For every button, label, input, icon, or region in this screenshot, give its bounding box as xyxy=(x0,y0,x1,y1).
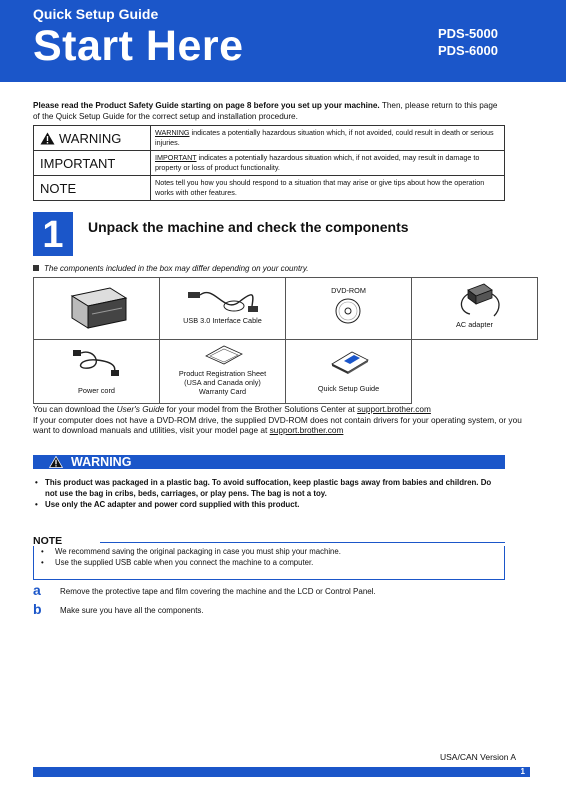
intro-paragraph xyxy=(33,100,505,122)
dvd-caption: DVD-ROM xyxy=(331,286,366,295)
step-b-letter: b xyxy=(33,601,42,617)
components-note: The components included in the box may differ depending on your country. xyxy=(33,264,308,273)
notice-row-warning xyxy=(34,126,505,151)
note-item: • We recommend saving the original packaging in case you must ship your machine. xyxy=(41,547,341,556)
warning-banner xyxy=(33,455,505,469)
notice-row-note xyxy=(34,176,505,201)
model-name-1: PDS-5000 xyxy=(438,26,498,41)
power-cord-icon xyxy=(69,346,125,378)
ac-adapter-caption: AC adapter xyxy=(456,320,493,329)
notice-legend-table xyxy=(33,125,505,201)
version-label: USA/CAN Version A xyxy=(440,752,517,762)
warning-item: • Use only the AC adapter and power cord supplied with this product. xyxy=(35,500,300,509)
component-usb-cable xyxy=(159,277,286,340)
intro-bold: Please read the Product Safety Guide starting on page 8 before you set up your machine. xyxy=(33,101,380,110)
users-guide-title: User's Guide xyxy=(116,404,165,414)
warning-triangle-icon xyxy=(40,132,55,145)
notice-row-important xyxy=(34,151,505,176)
notice-label-warning: WARNING xyxy=(34,126,151,151)
page-title: Start Here xyxy=(33,22,244,70)
warning-item: • This product was packaged in a plastic bag. To avoid suffocation, keep plastic bags away from babies and children. Do not use the bag in cribs, beds, carriages, or play pens. The bag is not a toy. xyxy=(35,478,492,498)
quick-setup-guide-caption: Quick Setup Guide xyxy=(317,384,380,393)
usb-cable-icon xyxy=(184,284,264,318)
warning-triangle-icon xyxy=(49,456,63,468)
component-machine xyxy=(33,277,160,340)
component-dvd xyxy=(285,277,412,340)
disc-icon xyxy=(333,296,363,326)
booklet-icon xyxy=(330,348,370,376)
step-b-text: Make sure you have all the components. xyxy=(60,606,204,615)
note-item: • Use the supplied USB cable when you connect the machine to a computer. xyxy=(41,558,314,567)
component-registration-sheet xyxy=(159,339,286,404)
note-rule xyxy=(100,542,505,543)
warning-list xyxy=(33,477,505,510)
bullet-dot: • xyxy=(41,547,44,556)
page-number: 1 xyxy=(520,767,525,776)
bullet-dot: • xyxy=(35,500,38,509)
bullet-dot: • xyxy=(41,558,44,567)
registration-caption-2: (USA and Canada only) xyxy=(184,378,261,387)
notice-desc-warning: WARNING indicates a potentially hazardous situation which, if not avoided, could result in death or serious injuries. xyxy=(151,126,505,151)
guide-subtitle: Quick Setup Guide xyxy=(33,6,159,22)
download-paragraph: You can download the User's Guide for your model from the Brother Solutions Center at support.brother.com If your computer does not have a DVD-ROM drive, the supplied DVD-ROM does not contain drivers for your operating system, or you want to download manuals and utilities, visit your model page at support.brother.com xyxy=(33,404,522,435)
step-title: Unpack the machine and check the components xyxy=(88,219,409,235)
component-ac-adapter xyxy=(411,277,538,340)
notice-desc-note: Notes tell you how you should respond to a situation that may arise or give tips about how the operation works with other features. xyxy=(151,176,505,201)
footer-bar xyxy=(33,767,530,777)
warning-banner-title: WARNING xyxy=(71,455,132,469)
ac-adapter-icon xyxy=(454,282,504,320)
notice-label-note: NOTE xyxy=(34,176,151,201)
components-grid xyxy=(33,277,538,404)
power-cord-caption: Power cord xyxy=(78,386,115,395)
registration-caption-3: Warranty Card xyxy=(198,387,247,396)
intro-text: Then, please return to this page of the Quick Setup Guide for the correct setup and installation procedure. xyxy=(33,101,498,121)
scanner-machine-icon xyxy=(64,284,134,334)
note-list xyxy=(33,547,503,569)
registration-caption-1: Product Registration Sheet xyxy=(178,369,267,378)
bullet-dot: • xyxy=(35,478,38,487)
header-banner xyxy=(0,0,566,82)
step-number-badge: 1 xyxy=(33,212,73,256)
usb-cable-caption: USB 3.0 Interface Cable xyxy=(183,316,262,325)
paper-sheets-icon xyxy=(202,344,246,366)
notice-label-important: IMPORTANT xyxy=(34,151,151,176)
model-name-2: PDS-6000 xyxy=(438,43,498,58)
support-link-1[interactable]: support.brother.com xyxy=(357,404,431,414)
square-bullet-icon xyxy=(33,265,39,271)
note-title: NOTE xyxy=(33,535,63,547)
component-power-cord xyxy=(33,339,160,404)
step-a-text: Remove the protective tape and film covering the machine and the LCD or Control Panel. xyxy=(60,587,376,596)
notice-desc-important: IMPORTANT indicates a potentially hazardous situation which, if not avoided, may result in damage to property or loss of product functionality. xyxy=(151,151,505,176)
step-a-letter: a xyxy=(33,582,41,598)
component-quick-setup-guide xyxy=(285,339,412,404)
support-link-2[interactable]: support.brother.com xyxy=(269,425,344,435)
